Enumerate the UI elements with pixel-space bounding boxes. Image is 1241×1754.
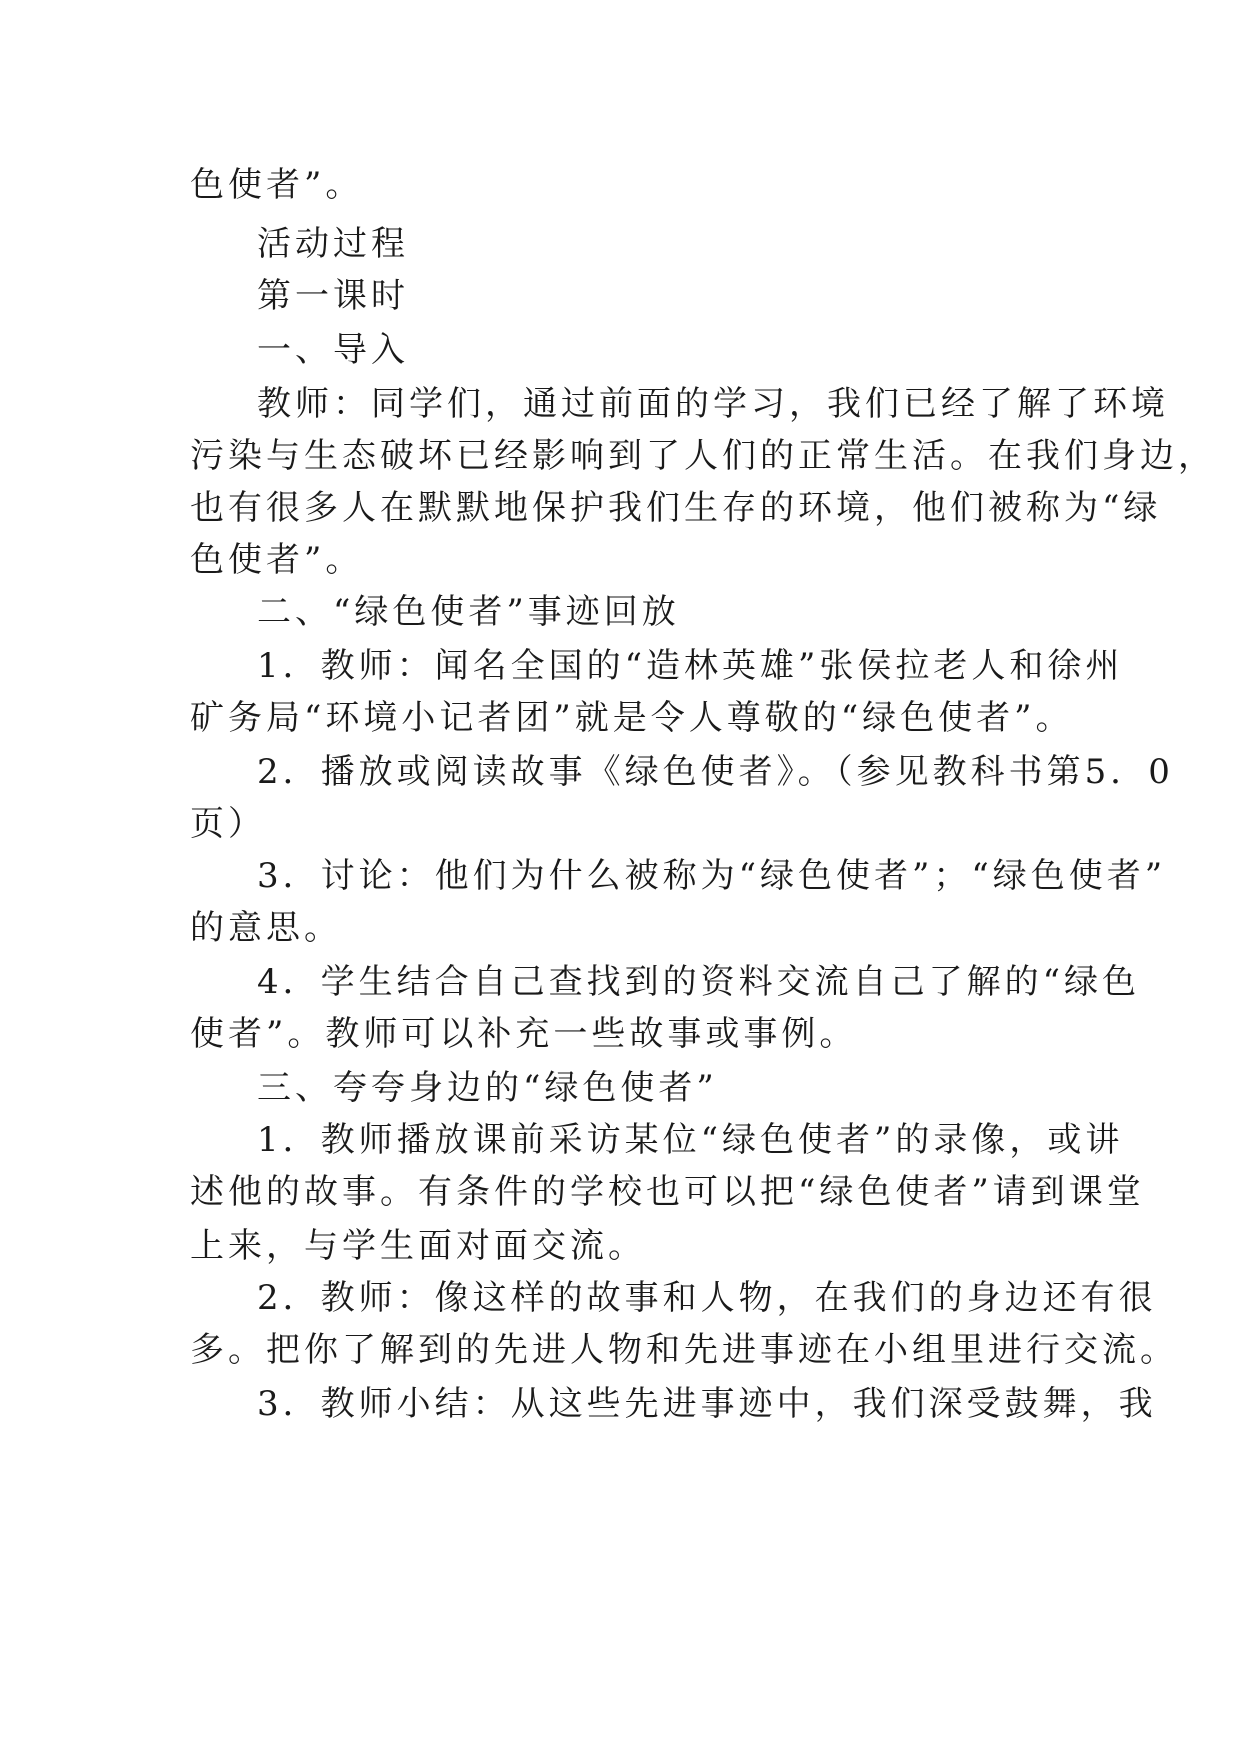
text-line: 活动过程: [257, 224, 409, 264]
text-line: 色使者”。: [190, 540, 364, 580]
text-line: 矿务局“环境小记者团”就是令人尊敬的“绿色使者”。: [190, 698, 1074, 738]
text-line: 3．教师小结：从这些先进事迹中，我们深受鼓舞，我: [257, 1384, 1157, 1424]
text-line: 三、夸夸身边的“绿色使者”: [257, 1068, 718, 1108]
text-line: 多。把你了解到的先进人物和先进事迹在小组里进行交流。: [190, 1330, 1178, 1370]
text-line: 一、导入: [257, 330, 409, 370]
text-line: 页）: [190, 804, 266, 844]
text-line: 的意思。: [190, 908, 342, 948]
text-line: 色使者”。: [190, 165, 364, 205]
text-line: 述他的故事。有条件的学校也可以把“绿色使者”请到课堂: [190, 1172, 1145, 1212]
text-line: 2．教师：像这样的故事和人物，在我们的身边还有很: [257, 1278, 1157, 1318]
text-line: 也有很多人在默默地保护我们生存的环境，他们被称为“绿: [190, 488, 1162, 528]
text-line: 1．教师：闻名全国的“造林英雄”张侯拉老人和徐州: [257, 646, 1124, 686]
text-line: 4．学生结合自己查找到的资料交流自己了解的“绿色: [257, 962, 1141, 1002]
text-line: 使者”。教师可以补充一些故事或事例。: [190, 1014, 858, 1054]
text-line: 第一课时: [257, 276, 409, 316]
text-line: 二、“绿色使者”事迹回放: [257, 592, 680, 632]
text-line: 2．播放或阅读故事《绿色使者》。（参见教科书第5．0: [257, 752, 1174, 792]
text-line: 3．讨论：他们为什么被称为“绿色使者”；“绿色使者”: [257, 856, 1167, 896]
text-line: 上来，与学生面对面交流。: [190, 1226, 646, 1266]
text-line: 污染与生态破坏已经影响到了人们的正常生活。在我们身边，: [190, 436, 1216, 476]
text-line: 教师：同学们，通过前面的学习，我们已经了解了环境: [257, 384, 1169, 424]
text-line: 1．教师播放课前采访某位“绿色使者”的录像，或讲: [257, 1120, 1124, 1160]
